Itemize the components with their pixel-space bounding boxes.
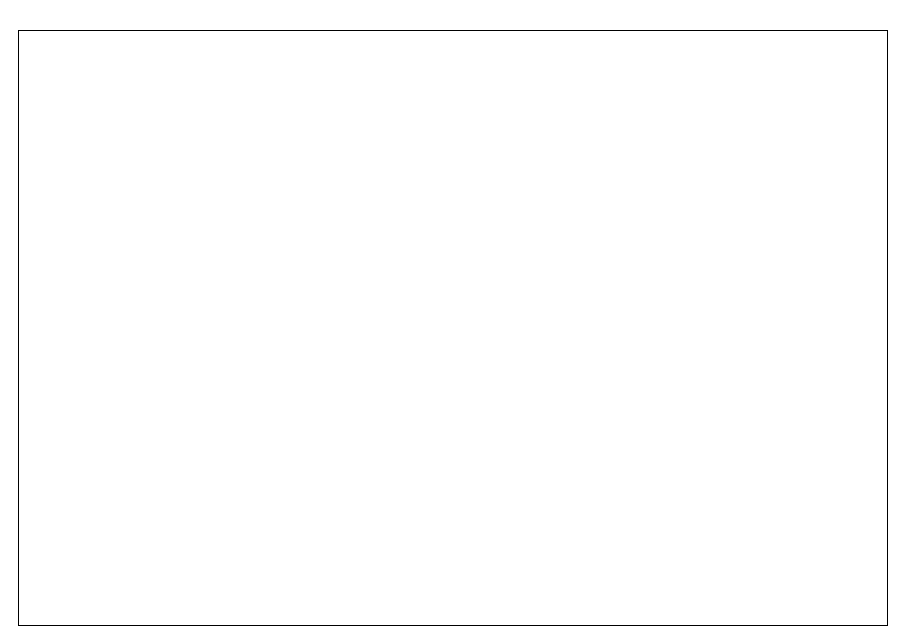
investment-table (18, 30, 888, 626)
